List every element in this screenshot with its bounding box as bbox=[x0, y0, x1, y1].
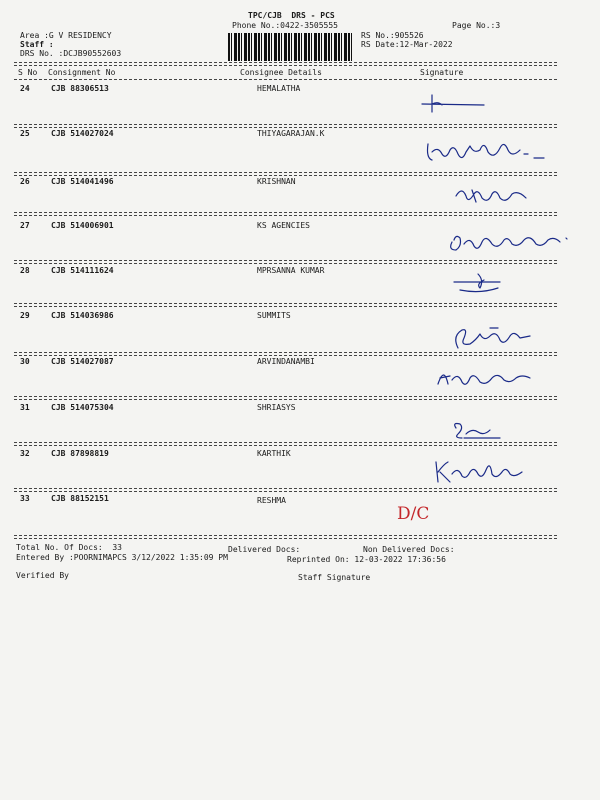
column-header-sno: S No bbox=[18, 68, 38, 77]
barcode bbox=[228, 33, 353, 61]
row-consignee: HEMALATHA bbox=[257, 84, 301, 93]
signature-30-icon bbox=[432, 362, 542, 390]
signature-25-icon bbox=[424, 136, 554, 168]
row-consignment: CJB 514036986 bbox=[51, 311, 114, 320]
row-consignment: CJB 514111624 bbox=[51, 266, 114, 275]
row-divider bbox=[14, 172, 557, 176]
non-delivered-docs: Non Delivered Docs: bbox=[363, 545, 455, 554]
reprinted-on: Reprinted On: 12-03-2022 17:36:56 bbox=[287, 555, 446, 564]
row-divider bbox=[14, 488, 557, 492]
row-sno: 26 bbox=[20, 177, 30, 186]
verified-by: Verified By bbox=[16, 571, 69, 580]
drs-number: DRS No. :DCJB90552603 bbox=[20, 49, 122, 58]
row-sno: 28 bbox=[20, 266, 30, 275]
signature-29-icon bbox=[450, 322, 540, 354]
row-sno: 29 bbox=[20, 311, 30, 320]
row-consignee: KARTHIK bbox=[257, 449, 291, 458]
row-consignment: CJB 87898819 bbox=[51, 449, 109, 458]
signature-32-icon bbox=[430, 456, 530, 486]
row-consignment: CJB 88306513 bbox=[51, 84, 109, 93]
column-header-consignee: Consignee Details bbox=[240, 68, 322, 77]
row-consignment: CJB 514027024 bbox=[51, 129, 114, 138]
row-divider bbox=[14, 212, 557, 216]
row-consignee: ARVINDANAMBI bbox=[257, 357, 315, 366]
row-divider bbox=[14, 442, 557, 446]
row-sno: 32 bbox=[20, 449, 30, 458]
row-divider bbox=[14, 303, 557, 307]
document-title: TPC/CJB DRS - PCS bbox=[248, 11, 335, 20]
table-end-divider bbox=[14, 535, 557, 539]
row-consignee: RESHMA bbox=[257, 496, 286, 505]
header-divider bbox=[14, 62, 557, 66]
row-consignee: KRISHNAN bbox=[257, 177, 296, 186]
row-consignee: THIYAGARAJAN.K bbox=[257, 129, 325, 138]
staff-field: Staff : bbox=[20, 40, 54, 49]
column-header-signature: Signature bbox=[420, 68, 464, 77]
rs-number: RS No.:905526 bbox=[361, 31, 424, 40]
page-number: Page No.:3 bbox=[452, 21, 501, 30]
row-sno: 24 bbox=[20, 84, 30, 93]
row-consignment: CJB 514006901 bbox=[51, 221, 114, 230]
area-field: Area :G V RESIDENCY bbox=[20, 31, 112, 40]
phone-number: Phone No.:0422-3505555 bbox=[232, 21, 338, 30]
row-divider bbox=[14, 124, 557, 128]
rs-date: RS Date:12-Mar-2022 bbox=[361, 40, 453, 49]
row-divider bbox=[14, 396, 557, 400]
column-header-divider bbox=[14, 79, 557, 80]
row-consignment: CJB 514075304 bbox=[51, 403, 114, 412]
signature-31-icon bbox=[450, 418, 510, 442]
row-sno: 27 bbox=[20, 221, 30, 230]
row-consignee: MPRSANNA KUMAR bbox=[257, 266, 325, 275]
total-docs: Total No. Of Docs: 33 bbox=[16, 543, 122, 552]
signature-24-icon bbox=[418, 92, 488, 114]
row-consignee: SUMMITS bbox=[257, 311, 291, 320]
signature-28-icon bbox=[450, 270, 510, 296]
row-sno: 33 bbox=[20, 494, 30, 503]
signature-26-icon bbox=[452, 182, 532, 210]
row-sno: 30 bbox=[20, 357, 30, 366]
column-header-consignment: Consignment No bbox=[48, 68, 116, 77]
staff-signature-label: Staff Signature bbox=[298, 573, 371, 582]
row-consignment: CJB 88152151 bbox=[51, 494, 109, 503]
signature-27-icon bbox=[446, 226, 576, 256]
dc-handwritten-mark: D/C bbox=[397, 504, 430, 524]
delivered-docs: Delivered Docs: bbox=[228, 545, 301, 554]
row-consignee: KS AGENCIES bbox=[257, 221, 310, 230]
row-consignee: SHRIASYS bbox=[257, 403, 296, 412]
row-divider bbox=[14, 260, 557, 264]
row-consignment: CJB 514027087 bbox=[51, 357, 114, 366]
entered-by: Entered By :POORNIMAPCS 3/12/2022 1:35:09 PM bbox=[16, 553, 228, 562]
row-sno: 31 bbox=[20, 403, 30, 412]
row-consignment: CJB 514041496 bbox=[51, 177, 114, 186]
row-sno: 25 bbox=[20, 129, 30, 138]
